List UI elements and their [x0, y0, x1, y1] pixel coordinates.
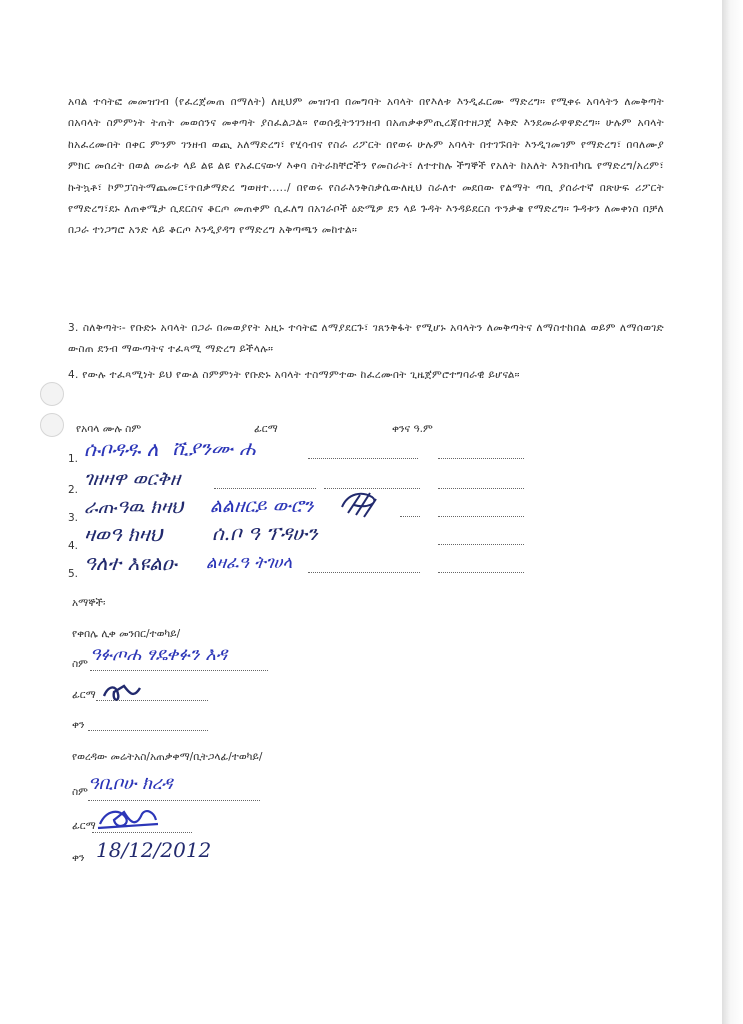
paragraph-effectiveness: 4. የውሉ ተፈጻሚነት ይህ የውል ስምምነት የቡድኑ አባላት ተስማምተው ከፈረሙበት ጊዜጀምሮተግባራዊ ይሆናል።: [68, 369, 520, 381]
date-line: [438, 488, 524, 489]
date-line: [438, 516, 524, 517]
handwritten-member-signature: ሺያንሙ ሐ: [172, 436, 256, 460]
header-signature: ፊርማ: [254, 423, 278, 435]
header-member-name: የአባላ ሙሉ ስም: [76, 423, 142, 435]
handwritten-member-name: ዓለተ እዩልዑ: [84, 551, 177, 575]
approvers-heading: አማኞች፡: [72, 597, 106, 609]
expert-name-label: ስም: [72, 786, 88, 798]
handwritten-kebele-name: ዓፉጦሐ ፃዴቀፉን እዳ: [90, 644, 228, 665]
signature-line: [308, 572, 420, 573]
row-number: 2.: [68, 484, 79, 496]
paragraph-penalty: 3. ስለቅጣት፡- የቡድኑ አባላት በጋራ በመወያየት አዚኑ ተሳትፎ ለማያደርጉ፣ ገጸንቅፋት የሚሆኑ አባላትን ለመቅጣትና ለማስተከበል ወይም ለማሰወገድ ውስጠ ደንብ ማውጣትና ተፈጻሚ ማድረግ ይችላሉ።: [68, 322, 664, 356]
handwritten-expert-name: ዓቢቦሁ ክረዳ: [88, 773, 173, 794]
date-line: [438, 458, 524, 459]
row-number: 5.: [68, 568, 79, 580]
handwritten-member-name: ዛወዓ ክዛህ: [84, 522, 163, 546]
kebele-chair-title: የቀበሌ ሊቀ መንበር/ተወካይ/: [72, 628, 181, 640]
kebele-signature-label: ፊርማ: [72, 689, 96, 701]
handwritten-member-signature: ልዛፈዓ ትገሀላ: [206, 553, 293, 573]
signature-line: [400, 516, 420, 517]
date-line: [438, 544, 524, 545]
handwritten-expert-date: 18/12/2012: [96, 838, 212, 862]
page-edge-shadow: [722, 0, 743, 1024]
paragraph-obligations: አባል ተሳትፎ መመዝገብ (የፈረጀመጠ በማለት) ለዚህም መዝገብ በመግባት አባላት በየእለቱ እንዲፈርሙ ማድረግ። የሚቀሩ አባላትን ለመቅጣት በአባላት ስምምነት ትጠት መወሰንና መቀጣት ያስፈልጋል። የወሰዷትንገንዘብ በአጠቃቀምጢረጃበተዘጋጀ እቅድ እንደመራዋዋድረግ። ሁሉም አባላት ከአፈረሙበት በቀር ምንም ገንዘብ ወጪ አለማድረግ፣ የሂሳብና የስራ ሪፖርት በየወሩ ሁሉም አባላት በተገኙበት እንዲገመገም የማድረግ፣ በባለሙያ ምክር መሰረት በወል መሬቱ ላይ ልዩ ልዩ የአፈርናውሃ እቀባ ስትራክቸሮችን የመስራት፣ ለተተከሉ ችግኞች የአለት ከአለት እንክብካቤ የማድረግ/አረም፣ ኩትኳቶ፣ ኮምፓስትማጨመር፣ጥበቃማድረ ግወዘተ...../ በየወሩ የስራእንቅስቃሴውለዚህ ስራለተ መደበው የልማት ጣቢ ያሰራተኛ በጽሁፍ ሪፖርት የማድረግ፣ደኑ ለጠቀሜታ ሲደርስና ቆርጦ መጠቀም ሲፈለግ በአገራቦች ዕድሜዎ ደን ላይ ጉዳት እንዳይደርስ ጥንቃቄ የማድረግ። ጉዳቱን ለመቀነስ በቻለ በጋራ ተነጋግሮ አንድ ላይ ቆርጦ እንዲያዳግ የማድረግ አቅጣጫን መከተል።: [68, 96, 664, 237]
binder-hole: [40, 413, 64, 437]
name-line: [88, 800, 260, 801]
header-date: ቀንና ዓ.ም: [392, 423, 433, 435]
kebele-date-label: ቀን: [72, 719, 85, 731]
handwritten-member-name: ሱቦዳዱ ለ: [84, 437, 159, 461]
row-number: 4.: [68, 540, 79, 552]
row-number: 1.: [68, 453, 79, 465]
kebele-signature: [100, 680, 144, 706]
handwritten-member-signature: ልልዘርይ ውሮን: [210, 495, 314, 517]
signature-line: [96, 700, 208, 701]
name-line: [90, 670, 268, 671]
woreda-expert-title: የወረዳው መሬትአስ/አጠቃቀማ/ቢትጋላፊ/ተወካይ/: [72, 751, 263, 763]
handwritten-member-name: ገዘዛዋ ወርቅዘ: [84, 468, 181, 490]
signature-line: [92, 832, 192, 833]
kebele-name-label: ስም: [72, 658, 88, 670]
binder-hole: [40, 382, 64, 406]
signature-line: [214, 488, 316, 489]
expert-signature: [96, 806, 160, 834]
date-line: [438, 572, 524, 573]
handwritten-member-name: ራጡዓዉ ክዛህ: [84, 496, 184, 518]
signature-scribble: [338, 487, 382, 521]
expert-signature-label: ፊርማ: [72, 820, 96, 832]
expert-date-label: ቀን: [72, 852, 85, 864]
date-line: [88, 730, 208, 731]
row-number: 3.: [68, 512, 79, 524]
handwritten-member-signature: ሰ.ቦ ዓ ፕዳሁን: [212, 521, 318, 545]
signature-line: [308, 458, 418, 459]
